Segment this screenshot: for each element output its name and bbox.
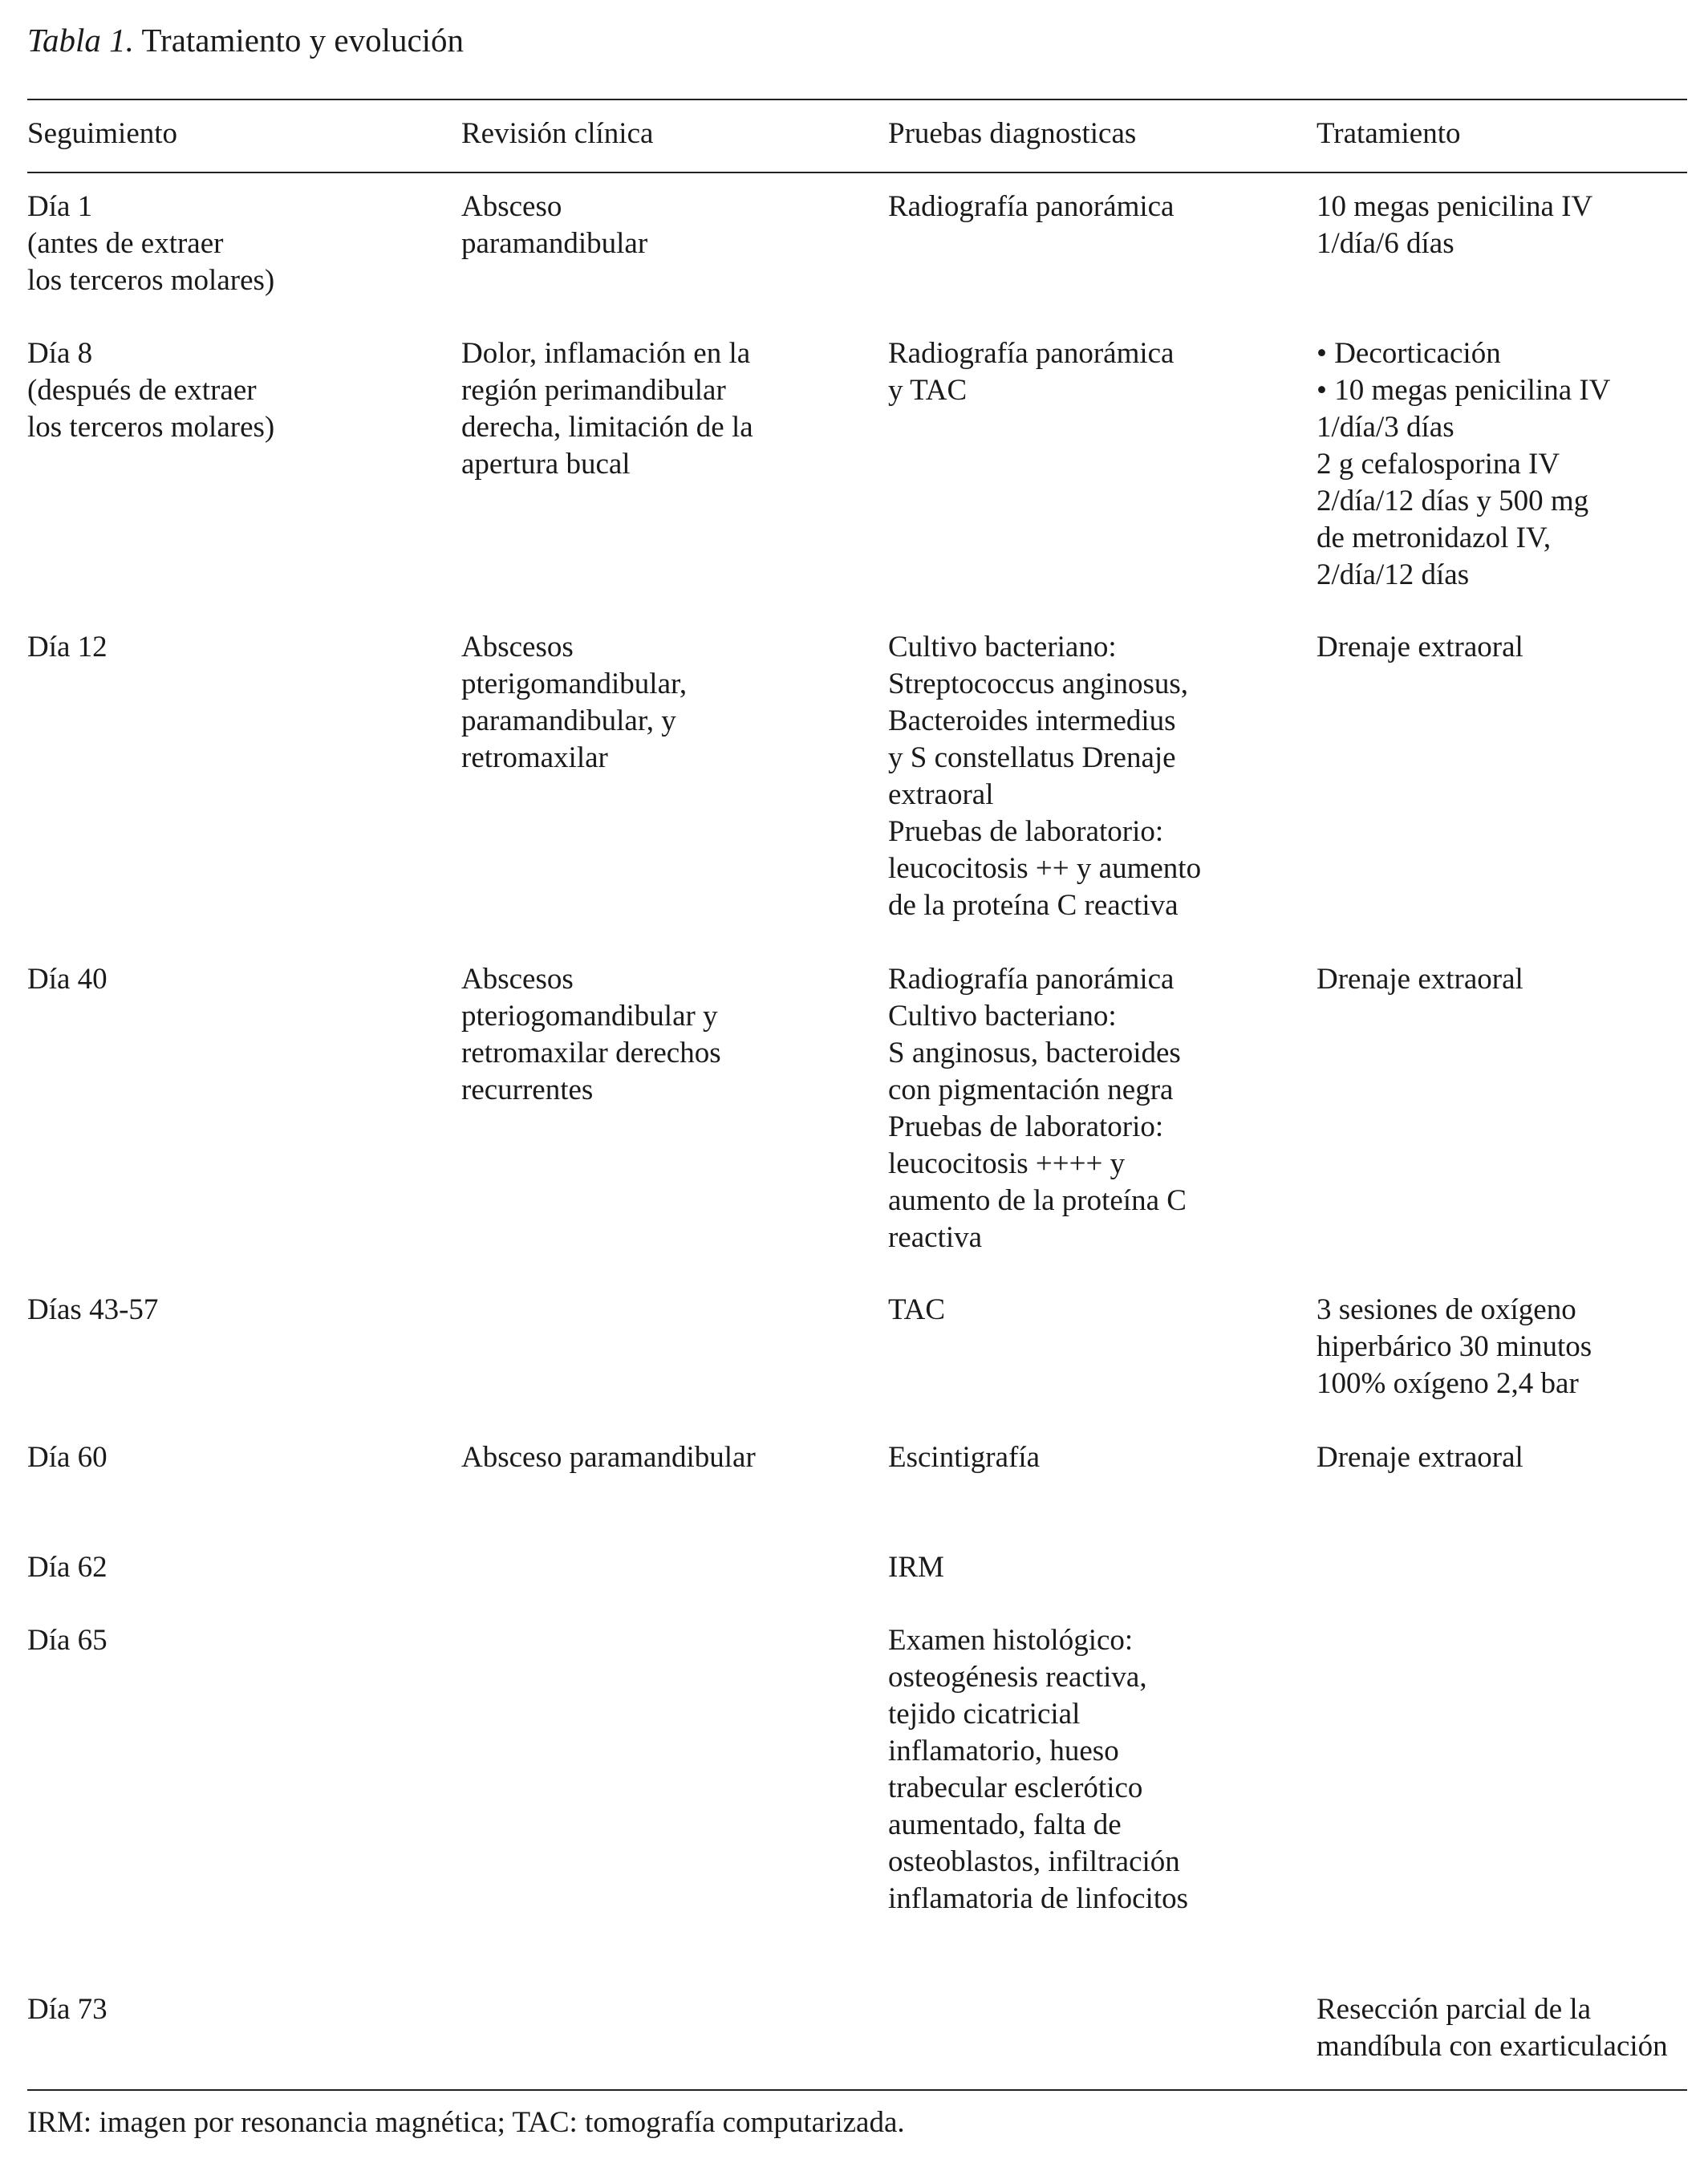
table-cell: Radiografía panorámica bbox=[888, 190, 1175, 223]
table-cell: Día 60 bbox=[27, 1441, 108, 1474]
header-cell: Tratamiento bbox=[1316, 117, 1461, 150]
table-cell: Absceso paramandibular bbox=[461, 1441, 756, 1474]
table-cell: Dolor, inflamación en la región perimandibular derecha, limitación de la apertura bucal bbox=[461, 337, 753, 481]
table-cell: Cultivo bacteriano: Streptococcus anginosus, Bacteroides intermedius y S constellatus Drenaje extraoral Pruebas de laboratorio: leucocitosis ++ y aumento de la proteína C reactiva bbox=[888, 631, 1202, 922]
table-cell: Radiografía panorámica y TAC bbox=[888, 337, 1175, 407]
table-cell: 10 megas penicilina IV 1/día/6 días bbox=[1316, 190, 1593, 260]
table-cell: Abscesos pteriogomandibular y retromaxilar derechos recurrentes bbox=[461, 963, 721, 1106]
table-caption: Tratamiento y evolución bbox=[141, 22, 465, 59]
table-cell: Drenaje extraoral bbox=[1316, 631, 1523, 664]
table-cell: Día 62 bbox=[27, 1551, 108, 1584]
table-cell: • Decorticación • 10 megas penicilina IV 1/día/3 días 2 g cefalosporina IV 2/día/12 días y 500 mg de metronidazol IV, 2/día/12 días bbox=[1316, 337, 1611, 591]
table-label: Tabla 1. bbox=[27, 22, 134, 59]
bottom-rule bbox=[27, 2089, 1687, 2091]
header-cell: Seguimiento bbox=[27, 117, 178, 150]
table-cell: Resección parcial de la mandíbula con exarticulación bbox=[1316, 1993, 1668, 2063]
table-cell: Días 43-57 bbox=[27, 1293, 159, 1326]
table-cell: Día 65 bbox=[27, 1624, 108, 1657]
header-cell: Revisión clínica bbox=[461, 117, 654, 150]
table-cell: Día 73 bbox=[27, 1993, 108, 2026]
header-rule bbox=[27, 172, 1687, 173]
table-cell: Absceso paramandibular bbox=[461, 190, 648, 260]
table-cell: Radiografía panorámica Cultivo bacteriano: S anginosus, bacteroides con pigmentación negra Pruebas de laboratorio: leucocitosis ++++ y aumento de la proteína C reactiva bbox=[888, 963, 1187, 1254]
table-cell: Escintigrafía bbox=[888, 1441, 1041, 1474]
table-cell: 3 sesiones de oxígeno hiperbárico 30 minutos 100% oxígeno 2,4 bar bbox=[1316, 1293, 1592, 1400]
table-cell: Día 40 bbox=[27, 963, 108, 996]
table-cell: Drenaje extraoral bbox=[1316, 963, 1523, 996]
table-title bbox=[27, 21, 464, 59]
table-cell: Día 1 (antes de extraer los terceros molares) bbox=[27, 190, 275, 297]
header-cell: Pruebas diagnosticas bbox=[888, 117, 1137, 150]
table-cell: IRM bbox=[888, 1551, 944, 1584]
table-cell: Día 8 (después de extraer los terceros molares) bbox=[27, 337, 275, 444]
footnote: IRM: imagen por resonancia magnética; TAC: tomografía computarizada. bbox=[27, 2106, 905, 2139]
table-cell: Examen histológico: osteogénesis reactiva, tejido cicatricial inflamatorio, hueso trabecular esclerótico aumentado, falta de osteoblastos, infiltración inflamatoria de linfocitos bbox=[888, 1624, 1188, 1915]
table-cell: Abscesos pterigomandibular, paramandibular, y retromaxilar bbox=[461, 631, 688, 774]
table-cell: Drenaje extraoral bbox=[1316, 1441, 1523, 1474]
table-cell: Día 12 bbox=[27, 631, 108, 664]
table-cell: TAC bbox=[888, 1293, 946, 1326]
top-rule bbox=[27, 99, 1687, 100]
